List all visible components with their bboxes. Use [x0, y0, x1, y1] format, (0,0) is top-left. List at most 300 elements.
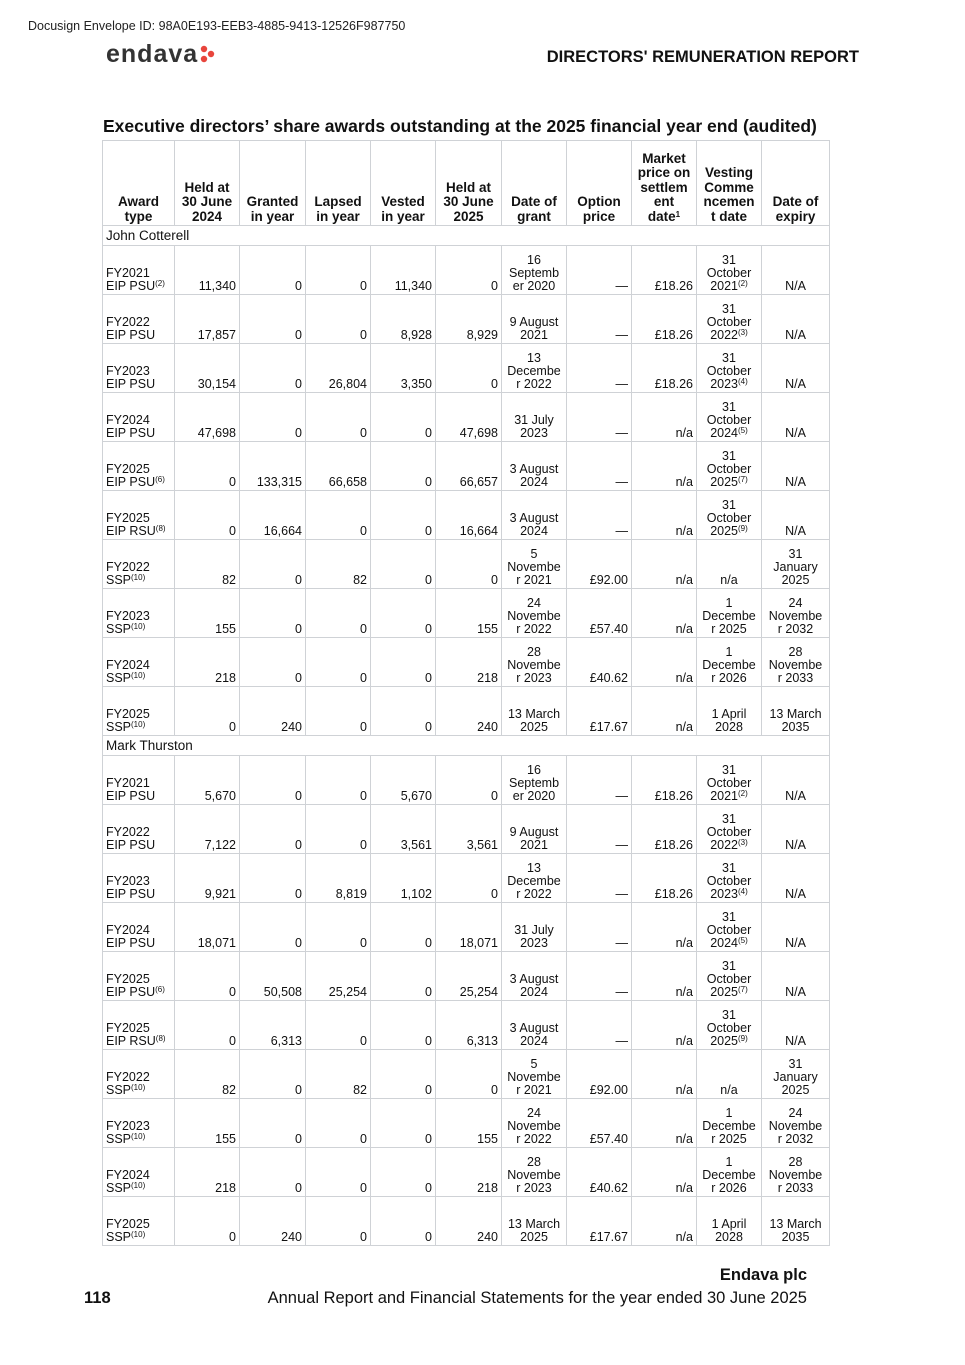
column-header-grant-date	[502, 141, 567, 226]
market-price-cell: £18.26	[632, 246, 697, 295]
docusign-envelope-id: Docusign Envelope ID: 98A0E193-EEB3-4885-9413-12526F987750	[28, 19, 406, 33]
expiry-date-line: N/A	[785, 985, 806, 999]
award-type-line: FY2023	[106, 1119, 150, 1133]
expiry-date-line: N/A	[785, 328, 806, 342]
option-price-cell: —	[567, 295, 632, 344]
grant-date-line: 5	[530, 1057, 538, 1071]
grant-date-cell	[502, 442, 567, 491]
lapsed-cell: 0	[306, 687, 371, 736]
award-type-line: FY2023	[106, 874, 150, 888]
grant-date-cell	[502, 952, 567, 1001]
held-2024-cell: 0	[175, 442, 240, 491]
vesting-date-line: October	[706, 923, 752, 937]
vesting-date-cell	[697, 952, 762, 1001]
held-2024-cell: 155	[175, 589, 240, 638]
column-header-held-2025	[436, 141, 502, 226]
held-2025-cell: 47,698	[436, 393, 502, 442]
vested-cell: 0	[371, 1099, 436, 1148]
expiry-date-line: N/A	[785, 426, 806, 440]
award-type-cell	[103, 295, 175, 344]
award-type-line: FY2024	[106, 413, 150, 427]
lapsed-cell: 25,254	[306, 952, 371, 1001]
vesting-date-line: 1	[725, 596, 733, 610]
lapsed-cell: 0	[306, 246, 371, 295]
table-row	[103, 854, 830, 903]
option-price-cell: —	[567, 952, 632, 1001]
held-2024-cell: 5,670	[175, 756, 240, 805]
column-header-granted	[240, 141, 306, 226]
vesting-date-line: October	[706, 825, 752, 839]
held-2025-cell: 0	[436, 246, 502, 295]
column-header-line: Vesting	[704, 165, 753, 180]
vesting-date-line: 2024	[710, 426, 739, 440]
column-header-line: Granted	[246, 194, 299, 209]
table-row	[103, 295, 830, 344]
grant-date-line: 2024	[520, 985, 548, 999]
award-type-line: SSP	[106, 573, 132, 587]
award-type-cell	[103, 589, 175, 638]
footer-text: Annual Report and Financial Statements for the year ended 30 June 2025	[267, 1289, 807, 1307]
grant-date-line: Septemb	[508, 266, 560, 280]
vesting-date-line: 2023	[710, 887, 739, 901]
award-type-cell	[103, 756, 175, 805]
grant-date-cell	[502, 393, 567, 442]
granted-cell: 0	[240, 805, 306, 854]
market-price-cell: n/a	[632, 393, 697, 442]
vesting-date-line: 1 April	[711, 1217, 747, 1231]
vesting-date-cell	[697, 589, 762, 638]
expiry-date-line: January	[773, 560, 818, 574]
vesting-date-line: Decembe	[702, 658, 756, 672]
grant-date-line: 3 August	[509, 1021, 559, 1035]
grant-date-cell	[502, 1197, 567, 1246]
award-type-line: FY2022	[106, 825, 150, 839]
footnote-ref: (5)	[738, 936, 748, 945]
vested-cell: 0	[371, 442, 436, 491]
grant-date-line: 5	[530, 547, 538, 561]
vesting-date-line: r 2025	[711, 1132, 747, 1146]
held-2024-cell: 0	[175, 491, 240, 540]
vested-cell: 5,670	[371, 756, 436, 805]
expiry-date-line: 2025	[781, 1083, 810, 1097]
award-type-line: FY2025	[106, 707, 150, 721]
table-row	[103, 638, 830, 687]
held-2024-cell: 82	[175, 1050, 240, 1099]
lapsed-cell: 82	[306, 1050, 371, 1099]
vesting-date-line: 31	[722, 449, 736, 463]
market-price-cell: n/a	[632, 638, 697, 687]
vesting-date-line: n/a	[720, 573, 738, 587]
market-price-cell: n/a	[632, 687, 697, 736]
table-row	[103, 246, 830, 295]
award-type-line: SSP	[106, 720, 132, 734]
grant-date-line: er 2020	[512, 789, 556, 803]
vested-cell: 0	[371, 1001, 436, 1050]
vesting-date-line: 2021	[710, 789, 739, 803]
expiry-date-line: 28	[788, 1155, 803, 1169]
lapsed-cell: 0	[306, 295, 371, 344]
held-2024-cell: 0	[175, 1001, 240, 1050]
grant-date-cell	[502, 246, 567, 295]
award-type-line: FY2021	[106, 266, 150, 280]
option-price-cell: £17.67	[567, 687, 632, 736]
expiry-date-cell	[762, 540, 830, 589]
expiry-date-cell	[762, 491, 830, 540]
vesting-date-cell	[697, 687, 762, 736]
vesting-date-cell	[697, 1099, 762, 1148]
grant-date-line: 31 July	[514, 923, 554, 937]
lapsed-cell: 0	[306, 903, 371, 952]
held-2025-cell: 0	[436, 344, 502, 393]
grant-date-line: Septemb	[508, 776, 560, 790]
award-type-line: FY2023	[106, 609, 150, 623]
vested-cell: 0	[371, 589, 436, 638]
grant-date-line: 9 August	[509, 825, 559, 839]
award-type-line: EIP PSU	[106, 475, 156, 489]
expiry-date-line: 24	[788, 1106, 803, 1120]
column-header-line: price	[582, 208, 616, 224]
vesting-date-line: October	[706, 315, 752, 329]
award-type-cell	[103, 246, 175, 295]
column-header-option-price	[567, 141, 632, 226]
footnote-ref: (10)	[131, 671, 146, 680]
column-header-line: Vested	[381, 194, 425, 209]
expiry-date-line: r 2032	[777, 622, 814, 636]
footnote-ref: (9)	[738, 1034, 748, 1043]
expiry-date-line: r 2032	[777, 1132, 814, 1146]
held-2025-cell: 0	[436, 1050, 502, 1099]
footnote-ref: (5)	[738, 426, 748, 435]
footnote-ref: (10)	[131, 1132, 146, 1141]
market-price-cell: n/a	[632, 1197, 697, 1246]
market-price-cell: n/a	[632, 589, 697, 638]
expiry-date-line: January	[773, 1070, 818, 1084]
expiry-date-line: N/A	[785, 524, 806, 538]
lapsed-cell: 82	[306, 540, 371, 589]
footnote-ref: (2)	[738, 279, 748, 288]
grant-date-line: Decembe	[507, 364, 561, 378]
table-row	[103, 687, 830, 736]
grant-date-line: 2023	[520, 936, 548, 950]
option-price-cell: —	[567, 442, 632, 491]
grant-date-line: Novembe	[507, 1070, 561, 1084]
vesting-date-line: October	[706, 972, 752, 986]
vesting-date-line: October	[706, 462, 752, 476]
expiry-date-line: r 2033	[777, 671, 814, 685]
held-2024-cell: 47,698	[175, 393, 240, 442]
award-type-line: FY2024	[106, 923, 150, 937]
award-type-cell	[103, 1099, 175, 1148]
vesting-date-cell	[697, 442, 762, 491]
vested-cell: 11,340	[371, 246, 436, 295]
grant-date-line: 28	[527, 645, 541, 659]
grant-date-line: er 2020	[512, 279, 556, 293]
vesting-date-cell	[697, 1197, 762, 1246]
column-header-line: ncemen	[703, 194, 755, 209]
footnote-ref: 1	[675, 209, 681, 219]
expiry-date-line: Novembe	[768, 1168, 823, 1182]
lapsed-cell: 26,804	[306, 344, 371, 393]
option-price-cell: £17.67	[567, 1197, 632, 1246]
expiry-date-line: 31	[788, 1057, 803, 1071]
vesting-date-line: 1	[725, 1155, 733, 1169]
grant-date-cell	[502, 1148, 567, 1197]
grant-date-line: 13	[527, 861, 541, 875]
vesting-date-line: 2025	[710, 475, 739, 489]
grant-date-cell	[502, 638, 567, 687]
expiry-date-cell	[762, 1148, 830, 1197]
table-row	[103, 1197, 830, 1246]
vesting-date-line: 1	[725, 1106, 733, 1120]
vesting-date-line: Decembe	[702, 609, 756, 623]
market-price-cell: n/a	[632, 442, 697, 491]
column-header-award-type	[103, 141, 175, 226]
vesting-date-line: October	[706, 511, 752, 525]
lapsed-cell: 0	[306, 805, 371, 854]
vesting-date-cell	[697, 638, 762, 687]
award-type-line: FY2022	[106, 315, 150, 329]
logo-text: endava	[106, 40, 199, 68]
award-type-line: EIP RSU	[106, 524, 156, 538]
granted-cell: 0	[240, 1099, 306, 1148]
grant-date-line: Novembe	[507, 1168, 561, 1182]
award-type-line: FY2024	[106, 658, 150, 672]
held-2024-cell: 82	[175, 540, 240, 589]
vested-cell: 0	[371, 638, 436, 687]
granted-cell: 0	[240, 246, 306, 295]
grant-date-cell	[502, 854, 567, 903]
expiry-date-line: 31	[788, 547, 803, 561]
grant-date-line: 2024	[520, 524, 548, 538]
expiry-date-cell	[762, 805, 830, 854]
table-header-row	[103, 141, 830, 226]
column-header-vesting-date	[697, 141, 762, 226]
held-2024-cell: 11,340	[175, 246, 240, 295]
held-2025-cell: 240	[436, 1197, 502, 1246]
vesting-date-line: 2021	[710, 279, 739, 293]
column-header-line: Lapsed	[314, 194, 362, 209]
award-type-line: SSP	[106, 1132, 132, 1146]
held-2024-cell: 0	[175, 687, 240, 736]
grant-date-cell	[502, 805, 567, 854]
expiry-date-cell	[762, 1099, 830, 1148]
column-header-line: grant	[517, 208, 551, 224]
grant-date-line: 2023	[520, 426, 548, 440]
vested-cell: 0	[371, 1197, 436, 1246]
option-price-cell: £40.62	[567, 1148, 632, 1197]
expiry-date-line: N/A	[785, 887, 806, 901]
column-header-line: settlem	[640, 179, 688, 195]
vesting-date-line: 31	[722, 351, 736, 365]
column-header-vested	[371, 141, 436, 226]
grant-date-line: r 2021	[516, 573, 552, 587]
grant-date-line: Novembe	[507, 560, 561, 574]
market-price-cell: £18.26	[632, 756, 697, 805]
vesting-date-cell	[697, 295, 762, 344]
page-number: 118	[84, 1289, 111, 1307]
held-2024-cell: 218	[175, 1148, 240, 1197]
grant-date-cell	[502, 687, 567, 736]
column-header-held-2024	[175, 141, 240, 226]
column-header-line: t date	[710, 208, 747, 224]
vested-cell: 8,928	[371, 295, 436, 344]
table-row	[103, 589, 830, 638]
table-row	[103, 1001, 830, 1050]
vesting-date-line: Decembe	[702, 1119, 756, 1133]
expiry-date-cell	[762, 1001, 830, 1050]
column-header-market-price	[632, 141, 697, 226]
award-type-line: FY2025	[106, 1217, 150, 1231]
column-header-line: ent	[653, 194, 675, 209]
expiry-date-line: N/A	[785, 1034, 806, 1048]
expiry-date-line: 2035	[781, 720, 810, 734]
award-type-cell	[103, 903, 175, 952]
grant-date-line: 2021	[520, 328, 548, 342]
expiry-date-line: 13 March	[769, 1217, 822, 1231]
vested-cell: 0	[371, 491, 436, 540]
footnote-ref: (7)	[738, 985, 748, 994]
held-2025-cell: 25,254	[436, 952, 502, 1001]
granted-cell: 0	[240, 1148, 306, 1197]
award-type-line: FY2025	[106, 972, 150, 986]
footnote-ref: (6)	[155, 475, 165, 484]
grant-date-cell	[502, 903, 567, 952]
vesting-date-line: October	[706, 1021, 752, 1035]
director-name: John Cotterell	[103, 226, 830, 246]
expiry-date-line: N/A	[785, 279, 806, 293]
expiry-date-cell	[762, 393, 830, 442]
vesting-date-line: 31	[722, 498, 736, 512]
vested-cell: 0	[371, 952, 436, 1001]
expiry-date-line: N/A	[785, 377, 806, 391]
expiry-date-cell	[762, 1050, 830, 1099]
vesting-date-cell	[697, 805, 762, 854]
vesting-date-line: r 2025	[711, 622, 747, 636]
held-2025-cell: 155	[436, 589, 502, 638]
vesting-date-line: r 2026	[711, 671, 747, 685]
vesting-date-line: 31	[722, 959, 736, 973]
expiry-date-cell	[762, 246, 830, 295]
column-header-line: Held at	[445, 179, 491, 195]
award-type-line: SSP	[106, 1230, 132, 1244]
vesting-date-cell	[697, 393, 762, 442]
vesting-date-line: October	[706, 874, 752, 888]
table-row	[103, 1099, 830, 1148]
market-price-cell: n/a	[632, 540, 697, 589]
footnote-ref: (9)	[738, 524, 748, 533]
held-2025-cell: 0	[436, 854, 502, 903]
award-type-line: SSP	[106, 622, 132, 636]
expiry-date-cell	[762, 687, 830, 736]
vesting-date-cell	[697, 756, 762, 805]
column-header-line: Market	[642, 150, 686, 166]
column-header-line: 2025	[453, 208, 484, 224]
option-price-cell: £57.40	[567, 1099, 632, 1148]
grant-date-cell	[502, 1001, 567, 1050]
vesting-date-line: 31	[722, 861, 736, 875]
award-type-line: EIP PSU	[106, 377, 156, 391]
option-price-cell: —	[567, 854, 632, 903]
footnote-ref: (4)	[738, 887, 748, 896]
lapsed-cell: 0	[306, 1001, 371, 1050]
held-2025-cell: 240	[436, 687, 502, 736]
endava-logo	[106, 40, 216, 69]
granted-cell: 0	[240, 903, 306, 952]
expiry-date-line: 13 March	[769, 707, 822, 721]
vesting-date-line: October	[706, 364, 752, 378]
vesting-date-line: 2028	[715, 1230, 743, 1244]
grant-date-line: 2021	[520, 838, 548, 852]
expiry-date-line: N/A	[785, 789, 806, 803]
grant-date-line: 16	[527, 253, 541, 267]
market-price-cell: £18.26	[632, 854, 697, 903]
granted-cell: 240	[240, 687, 306, 736]
report-section-title: DIRECTORS' REMUNERATION REPORT	[546, 48, 859, 66]
expiry-date-line: Novembe	[768, 609, 823, 623]
vesting-date-line: 2022	[710, 328, 739, 342]
grant-date-line: 13	[527, 351, 541, 365]
award-type-line: FY2025	[106, 1021, 150, 1035]
grant-date-cell	[502, 540, 567, 589]
footnote-ref: (4)	[738, 377, 748, 386]
option-price-cell: £57.40	[567, 589, 632, 638]
held-2025-cell: 155	[436, 1099, 502, 1148]
expiry-date-line: 28	[788, 645, 803, 659]
footnote-ref: (8)	[155, 1034, 166, 1043]
vesting-date-cell	[697, 344, 762, 393]
option-price-cell: —	[567, 903, 632, 952]
vesting-date-line: 2023	[710, 377, 739, 391]
column-header-line: in year	[316, 208, 360, 224]
vesting-date-line: 31	[722, 302, 736, 316]
vesting-date-line: 2024	[710, 936, 739, 950]
award-type-cell	[103, 1050, 175, 1099]
lapsed-cell: 0	[306, 1148, 371, 1197]
grant-date-line: 24	[527, 1106, 541, 1120]
held-2025-cell: 3,561	[436, 805, 502, 854]
grant-date-cell	[502, 1099, 567, 1148]
granted-cell: 240	[240, 1197, 306, 1246]
option-price-cell: £92.00	[567, 1050, 632, 1099]
award-type-cell	[103, 805, 175, 854]
expiry-date-cell	[762, 952, 830, 1001]
grant-date-line: r 2022	[516, 1132, 552, 1146]
vested-cell: 0	[371, 393, 436, 442]
endava-logo-icon	[200, 45, 216, 68]
market-price-cell: £18.26	[632, 295, 697, 344]
held-2024-cell: 17,857	[175, 295, 240, 344]
option-price-cell: —	[567, 1001, 632, 1050]
held-2025-cell: 16,664	[436, 491, 502, 540]
held-2025-cell: 6,313	[436, 1001, 502, 1050]
footnote-ref: (10)	[131, 720, 146, 729]
grant-date-line: r 2023	[516, 671, 552, 685]
lapsed-cell: 66,658	[306, 442, 371, 491]
expiry-date-cell	[762, 295, 830, 344]
expiry-date-line: N/A	[785, 838, 806, 852]
vesting-date-line: 2025	[710, 1034, 739, 1048]
grant-date-line: 31 July	[514, 413, 554, 427]
vesting-date-line: 2028	[715, 720, 743, 734]
vesting-date-line: 1	[725, 645, 733, 659]
vesting-date-cell	[697, 491, 762, 540]
expiry-date-line: 2035	[781, 1230, 810, 1244]
granted-cell: 50,508	[240, 952, 306, 1001]
director-name-row	[103, 226, 830, 246]
grant-date-line: 2025	[520, 1230, 548, 1244]
grant-date-line: 28	[527, 1155, 541, 1169]
vesting-date-cell	[697, 246, 762, 295]
